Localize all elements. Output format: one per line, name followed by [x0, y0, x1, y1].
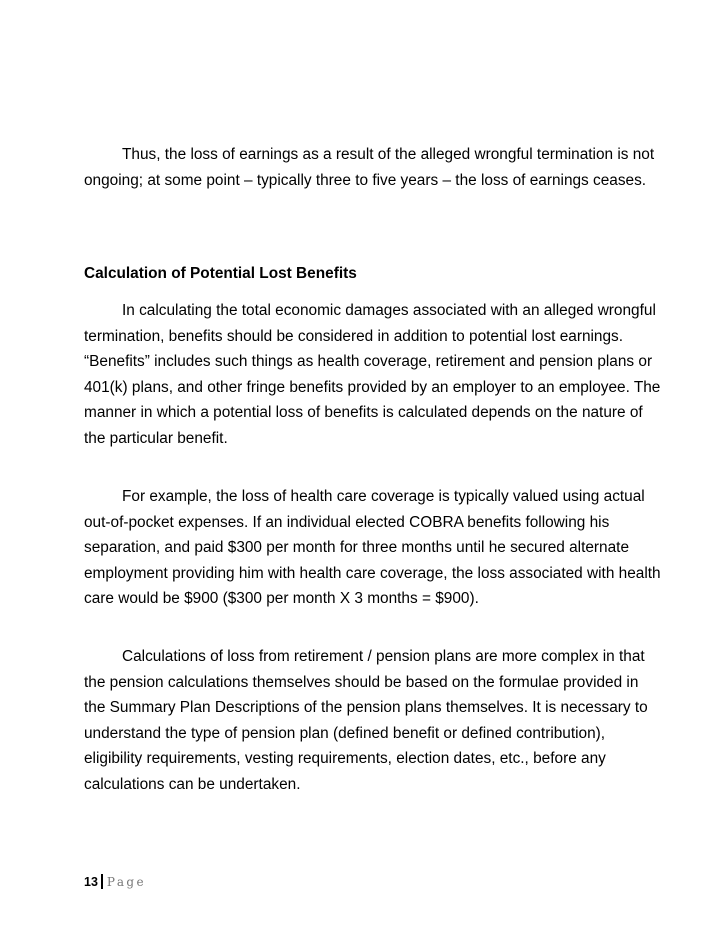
paragraph-benefits-overview: In calculating the total economic damages associated with an alleged wrongful termination, benefits should be considered in addition to potential lost earnings. “Benefits” includes such things as health coverage, retirement and pension plans or 401(k) plans, and other fringe benefits provided by an employer to an employee. The manner in which a potential loss of benefits is calculated depends on the nature of the particular benefit.: [84, 302, 661, 447]
page-number: 13: [84, 875, 98, 889]
paragraph-pension-calculations: Calculations of loss from retirement / pension plans are more complex in that the pension calculations themselves should be based on the formulae provided in the Summary Plan Descriptions of the pension plans themselves. It is necessary to understand the type of pension plan (defined benefit or defined contribution), eligibility requirements, vesting requirements, election dates, etc., before any calculations can be undertaken.: [84, 648, 648, 793]
paragraph-lost-earnings-duration: Thus, the loss of earnings as a result of the alleged wrongful termination is not ongoing; at some point – typically three to five years – the loss of earnings ceases.: [84, 146, 655, 189]
section-heading: Calculation of Potential Lost Benefits: [84, 265, 357, 282]
footer-divider: [101, 874, 103, 889]
page-footer: [84, 874, 146, 889]
paragraph-health-care-example: For example, the loss of health care coverage is typically valued using actual out-of-pocket expenses. If an individual elected COBRA benefits following his separation, and paid $300 per month for three months until he secured alternate employment providing him with health care coverage, the loss associated with health care would be $900 ($300 per month X 3 months = $900).: [84, 488, 661, 608]
page-label: Page: [106, 875, 146, 889]
